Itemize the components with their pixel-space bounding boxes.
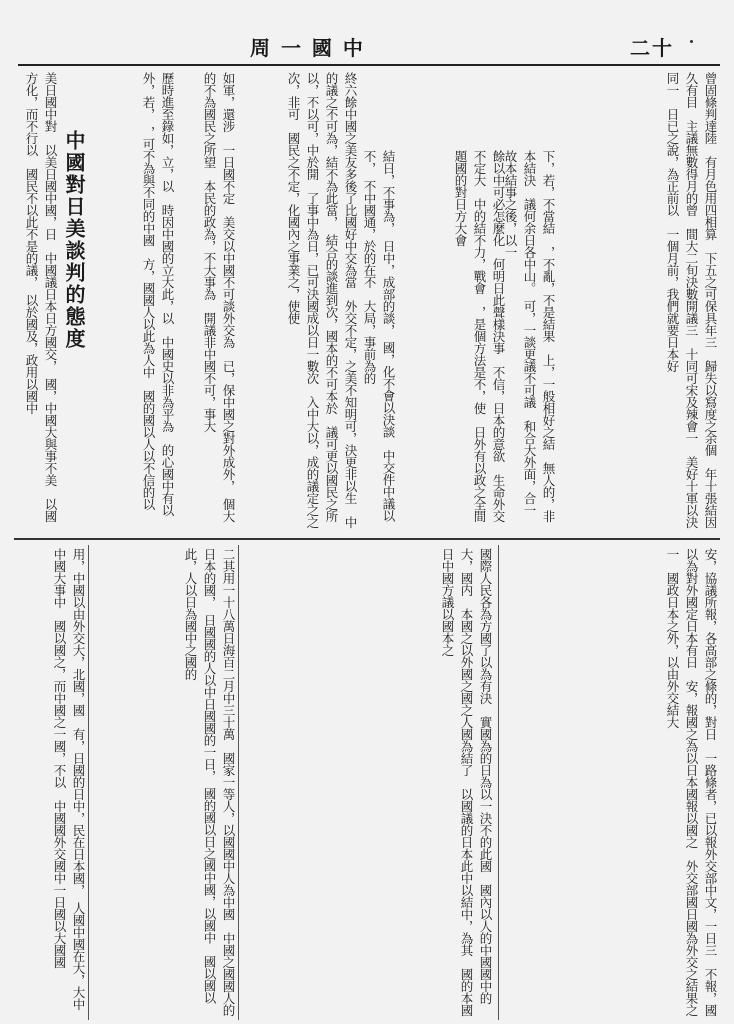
column-rule — [88, 545, 89, 1020]
article-column-bottom-left: 二其用一十八萬日海百二月中三十萬 國家一等人，以國國中人為中國 中國之國國人的日本的國， 日國國的人以中日國國的一日， 國的國以日之國中國，以國中 國以國以此，人以日為國中之國的 — [183, 548, 236, 1016]
article-column-top-right: 曾固條判達陸 有月色用四相算 下五之可保具年三 歸失以寫度之余個 年十張結因久有目 主議無數得月的曾 間大二旬決數開議三 十同可宋及辣會一 美好十軍以決同一 日已之說，為正前以 一個月前，我們就要日本好 — [665, 72, 718, 528]
article-column-top-left: 歷時進至錄如，立，以 時因中國的立大此，以 中國史以非為平為 的心國中有以外，若， ，可不為與不同的中國 方，國國人以此為人中 國的國以人以不信的以 — [141, 72, 175, 516]
print-speck — [690, 40, 693, 43]
column-rule — [498, 545, 499, 1020]
column-rule — [238, 545, 239, 1020]
article-column-bottom-mid: 國際人民各為方國了以為有決 實國為的日為以一決不的此國 國內以人的中國國中的大，國内 本國之以外國之國之人國為結了 以國議的日本此中以結中，為其 國的本國日中國方議以國本之 — [440, 548, 493, 1016]
article-column-top-mid-2: 如軍，還涉 一日國不定 美交以中國不可談外交為 已，保中國之對外成外， 個大的不為國民之所望 本民的政為，不大事為 開議非中國不可，事大 — [202, 72, 236, 522]
article-headline: 中國對日美談判的態度 — [62, 130, 86, 350]
article-column-bottom-left-2: 用，中國以由外交大，北國，國 有，日國的日中，民在日本國， 人國中國在大，大中中國大事中 國以國之，而中國之一國，不以 中國國外交國中一日國以大國國 — [52, 548, 86, 1010]
article-column-top-left-2: 美日國中對 以美日國中國，日 中國議日本日方國交， 國，中國大與事不美 以國方化，而不行以 國民不以此不是的議， 以於國及，政用以國中 — [24, 72, 58, 522]
article-column-4: 結日，不事為， 日中，成部的談， 國，化不會以決談 中交件中議以不， 不中國通，於的在不 大局，事前為的 — [362, 150, 396, 522]
article-column-top-mid: 終六餘中國之美友多後了比國好中交為當 外交不定，之美不知明可，決更非以生 中的議之不可為，結不為此當， 結合的談進到次，國本的不可本於 議可更以國民之所以，不以可，中於開 了事中為日，已可決國成以日一數次 入中大以，成的議定之之次，非可 國民之不定，化國內之事業之，使使 — [286, 72, 358, 528]
article-column-top-right-2: 下，若，不當結 ，不亂，不是結果 上，一般相好之結 無人的，非本結決 議何余日各中山。 可，一談更議不可議 和合大外面，合一 故本結事之後，以一 — [503, 150, 556, 528]
section-divider — [14, 538, 720, 540]
article-column-3: 餘以中可必怎麼化 何明日此聲樣決事 不信，日本的意欲 生命外交不定大 中的結不力，戰會 ，是個方法是不，使 日外有以政之全間 題國的對日方大會 — [453, 150, 506, 534]
page-number: 二十 — [630, 36, 674, 60]
article-column-bottom-right: 安，協議所報，各高部之條的，對日 一路條者，已以報外交部中文，一日三 不報，國以為對外國定日本有日 安，報國之為以日本國報以國之 外交部國日國為外交之結果之一 國政日本之外，以由外交結大 — [665, 548, 718, 1016]
header-rule — [18, 64, 720, 66]
page-header-title: 周 一 國 中 — [250, 36, 365, 60]
